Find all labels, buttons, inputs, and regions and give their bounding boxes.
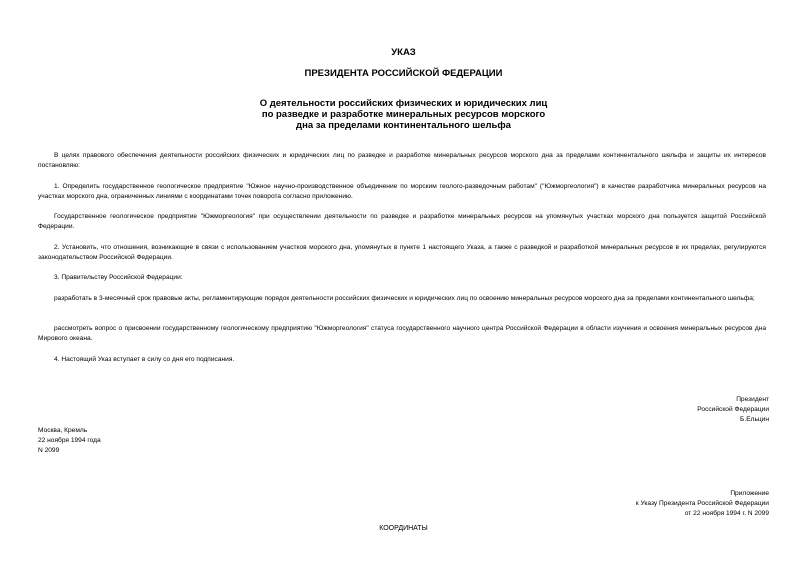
paragraph-item-3-a: разработать в 3-месячный срок правовые акты, регламентирующие порядок деятельности российских физических и юридических лиц по освоению минеральных ресурсов морского дна за пределами континентального шельфа;	[54, 295, 755, 302]
subject-line: по разведке и разработке минеральных ресурсов морского	[261, 109, 546, 120]
signature-name: Б.Ельцин	[740, 416, 769, 423]
appendix-label: Приложение	[730, 490, 769, 497]
signature-title: Президент	[736, 396, 769, 403]
appendix-date: от 22 ноября 1994 г. N 2099	[684, 510, 769, 517]
decree-subject	[0, 98, 807, 131]
decree-title: УКАЗ	[391, 47, 416, 58]
paragraph-item-1: 1. Определить государственное геологическое предприятие "Южное научно-производственное объединение по морским геолого-разведочным работам" ("Южморгеология") в качестве разработчика минеральных ресурсов на участках морского дна, ограниченных линиями с координатами точек поворота согласно приложению.	[38, 183, 766, 200]
decree-issuer: ПРЕЗИДЕНТА РОССИЙСКОЙ ФЕДЕРАЦИИ	[304, 68, 503, 79]
paragraph-item-2: 2. Установить, что отношения, возникающие в связи с использованием участков морского дна, упомянутых в пункте 1 настоящего Указа, а также с разведкой и разработкой минеральных ресурсов в их пределах, регулируются законодательством Российской Федерации.	[38, 244, 766, 261]
date: 22 ноября 1994 года	[38, 437, 101, 444]
signature-block	[697, 395, 769, 425]
appendix-block	[636, 489, 769, 519]
decree-number: N 2099	[38, 447, 60, 454]
subject-line: О деятельности российских физических и юридических лиц	[259, 98, 548, 109]
coordinates-heading: КООРДИНАТЫ	[379, 525, 428, 532]
place: Москва, Кремль	[38, 427, 88, 434]
paragraph-item-1-protection: Государственное геологическое предприятие "Южморгеология" при осуществлении деятельности по разведке и разработке минеральных ресурсов на упомянутых участках морского дна пользуется защитой Российской Федерации.	[38, 213, 766, 230]
signature-country: Российской Федерации	[697, 406, 769, 413]
subject-line: дна за пределами континентального шельфа	[296, 120, 511, 131]
paragraph-item-4: 4. Настоящий Указ вступает в силу со дня его подписания.	[54, 356, 235, 363]
paragraph-preamble: В целях правового обеспечения деятельности российских физических и юридических лиц по разведке и разработке минеральных ресурсов морского дна за пределами континентального шельфа и защиты их интересов постановляю:	[38, 152, 766, 169]
place-date-block	[38, 426, 101, 456]
appendix-ref: к Указу Президента Российской Федерации	[635, 500, 769, 507]
paragraph-item-3: 3. Правительству Российской Федерации:	[54, 274, 183, 281]
paragraph-item-3-b: рассмотреть вопрос о присвоении государственному геологическому предприятию "Южморгеология" статуса государственного научного центра Российской Федерации в области изучения и освоения минеральных ресурсов дна Мирового океана.	[38, 325, 766, 342]
